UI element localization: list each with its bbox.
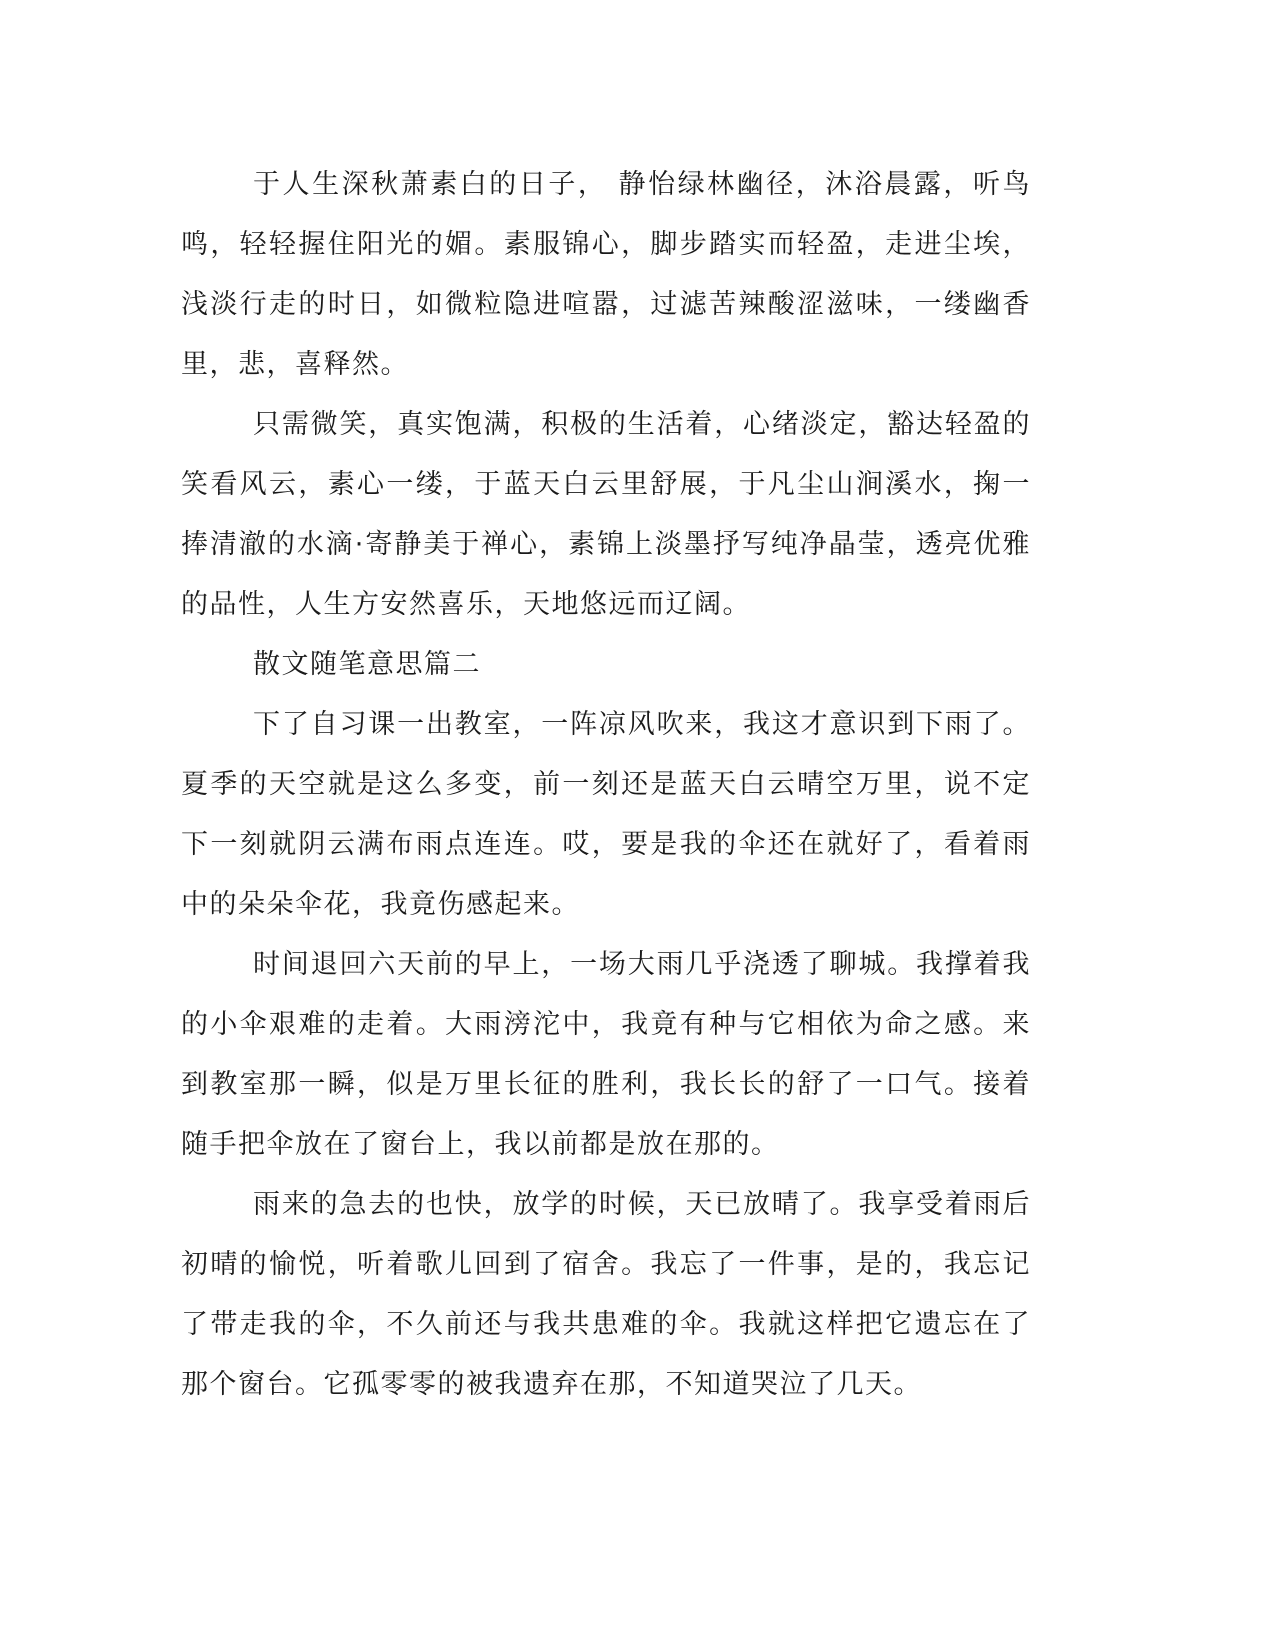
paragraph-smile: 只需微笑，真实饱满，积极的生活着，心绪淡定，豁达轻盈的笑看风云，素心一缕，于蓝天白云里舒展，于凡尘山涧溪水，掬一捧清澈的水滴·寄静美于禅心，素锦上淡墨抒写纯净晶莹，透亮优雅的品性，人生方安然喜乐，天地悠远而辽阔。 (181, 409, 1031, 620)
section-title: 散文随笔意思篇二 (253, 649, 481, 680)
paragraph-autumn: 于人生深秋萧素白的日子， 静怡绿林幽径，沐浴晨露，听鸟鸣，轻轻握住阳光的媚。素服锦心，脚步踏实而轻盈，走进尘埃， 浅淡行走的时日，如微粒隐进喧嚣，过滤苦辣酸涩滋味，一缕幽香里，悲，喜释然。 (181, 169, 1031, 380)
paragraph-forgotten: 雨来的急去的也快，放学的时候，天已放晴了。我享受着雨后初晴的愉悦，听着歌儿回到了宿舍。我忘了一件事，是的，我忘记了带走我的伞，不久前还与我共患难的伞。我就这样把它遗忘在了那个窗台。它孤零零的被我遗弃在那，不知道哭泣了几天。 (181, 1189, 1031, 1400)
paragraph-umbrella: 时间退回六天前的早上，一场大雨几乎浇透了聊城。我撑着我的小伞艰难的走着。大雨滂沱中，我竟有种与它相依为命之感。来到教室那一瞬，似是万里长征的胜利，我长长的舒了一口气。接着随手把伞放在了窗台上，我以前都是放在那的。 (181, 949, 1031, 1160)
paragraph-rain: 下了自习课一出教室，一阵凉风吹来，我这才意识到下雨了。夏季的天空就是这么多变，前一刻还是蓝天白云晴空万里，说不定下一刻就阴云满布雨点连连。哎，要是我的伞还在就好了，看着雨中的朵朵伞花，我竟伤感起来。 (181, 709, 1031, 920)
document-body (181, 155, 1031, 1415)
